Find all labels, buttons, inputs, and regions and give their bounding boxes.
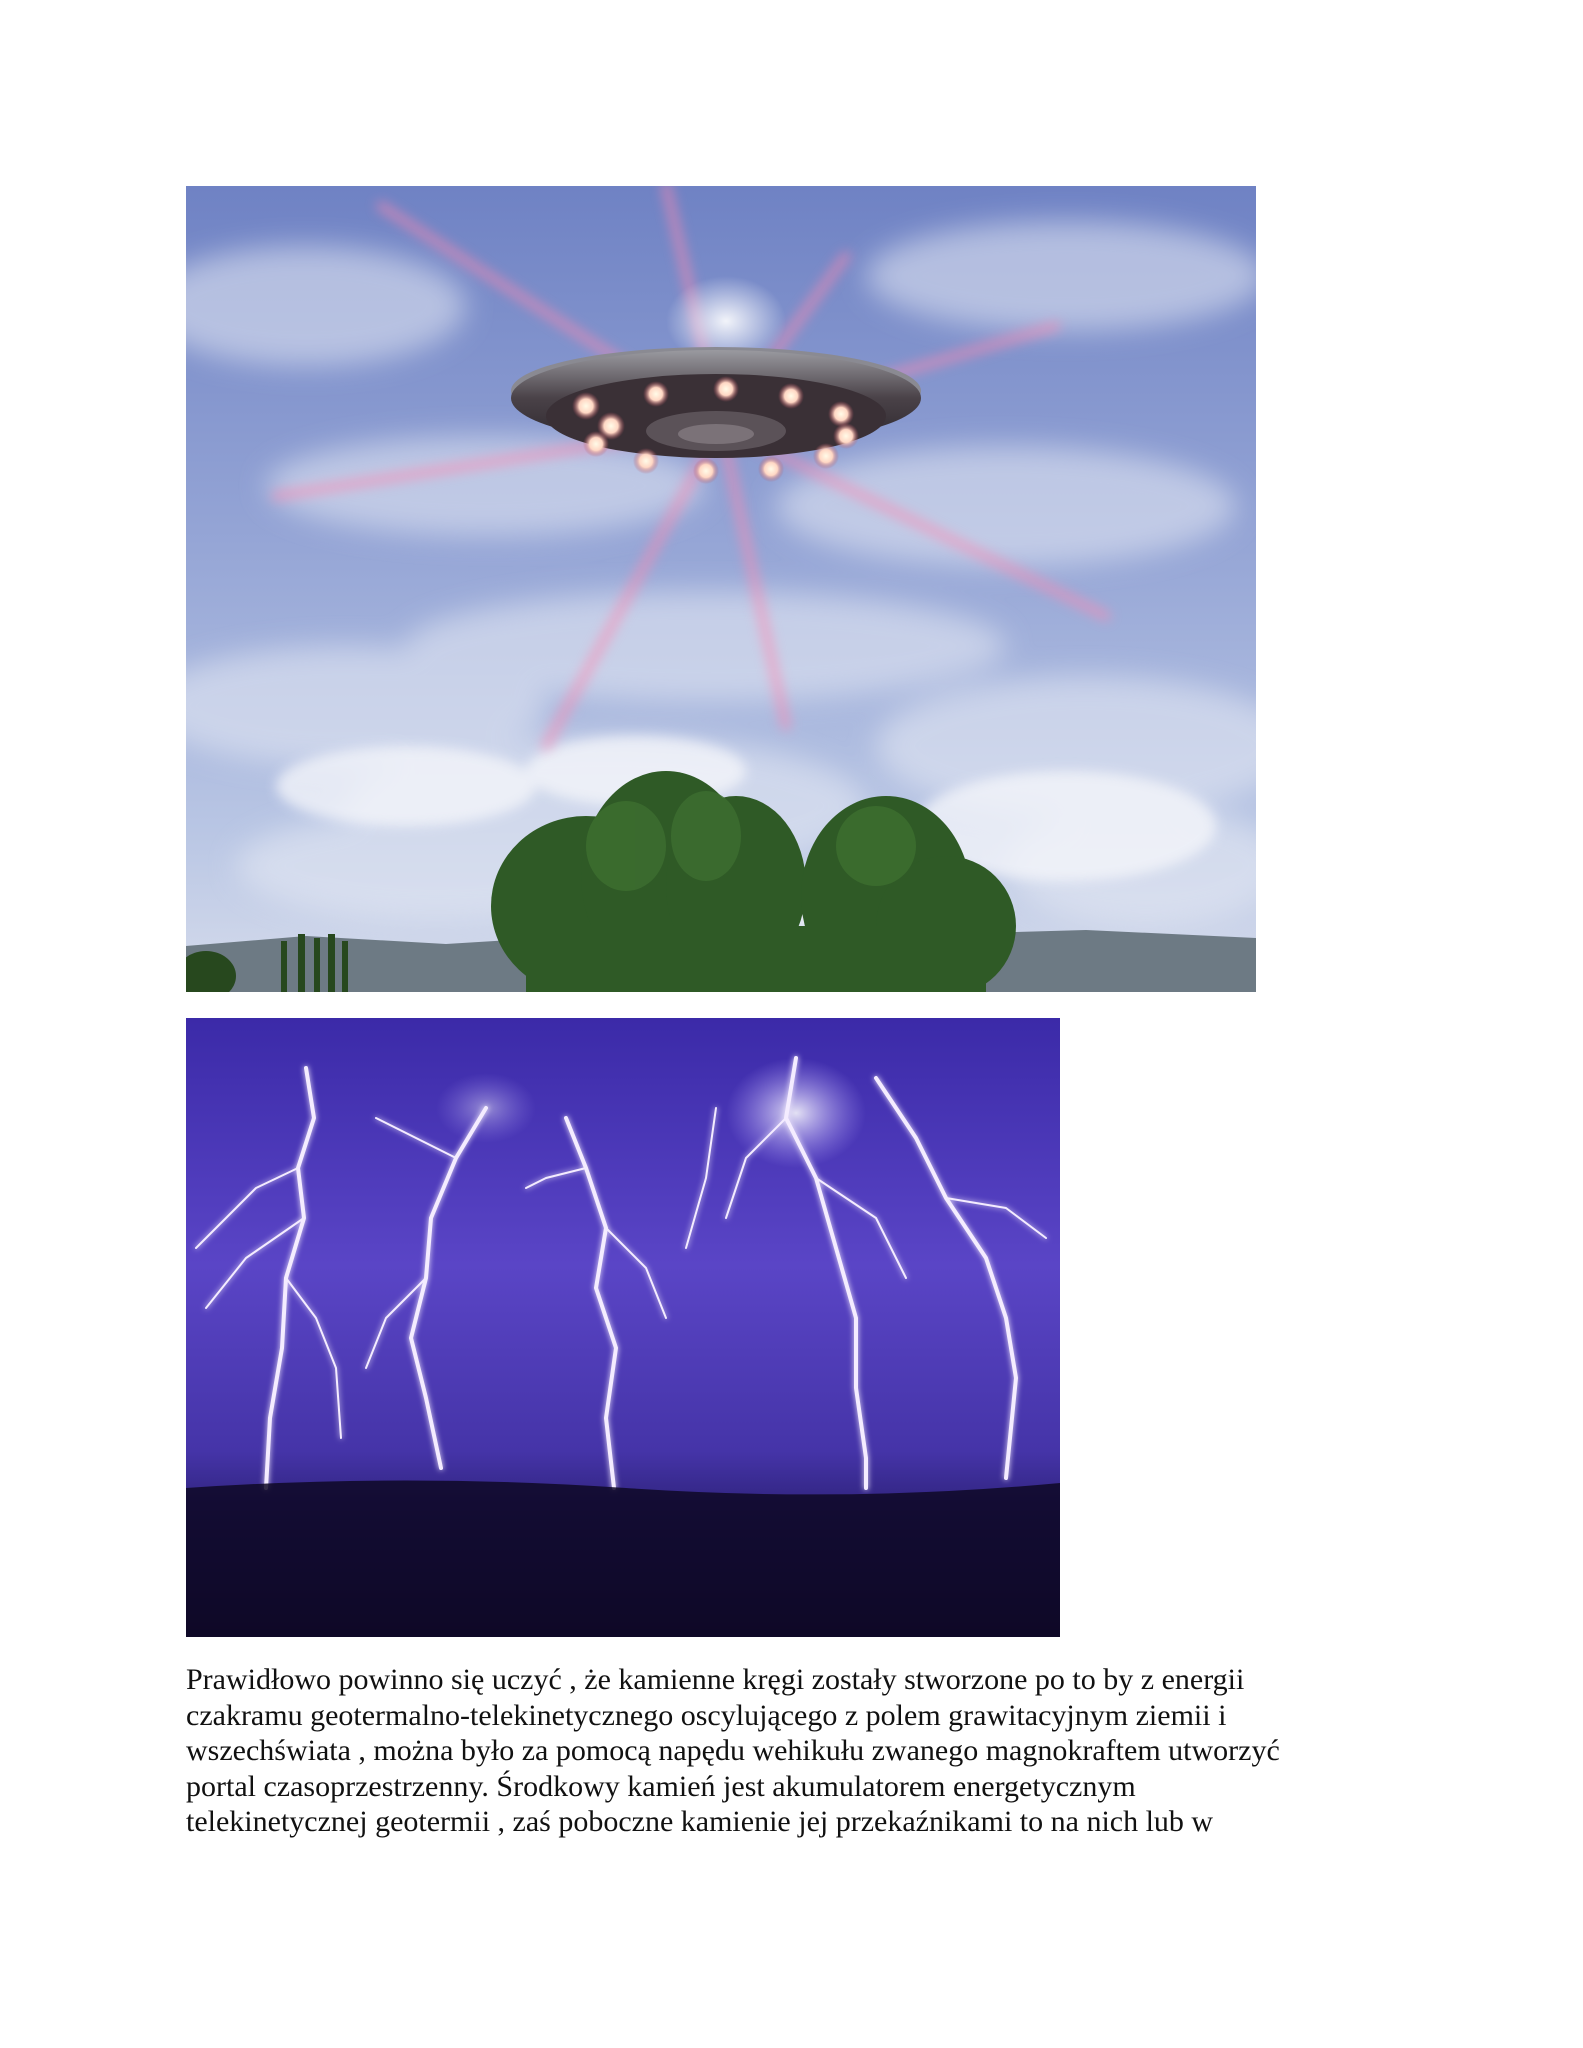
paragraph-line: telekinetycznej geotermii , zaś poboczne kamienie jej przekaźnikami to na nich lub w bbox=[186, 1805, 1214, 1838]
ufo-scene bbox=[186, 186, 1256, 992]
paragraph-line: portal czasoprzestrzenny. Środkowy kamień jest akumulatorem energetycznym bbox=[186, 1769, 1136, 1803]
paragraph-line: wszechświata , można było za pomocą napędu wehikułu zwanego magnokraftem utworzyć bbox=[186, 1734, 1280, 1767]
lightning-scene bbox=[186, 1018, 1060, 1637]
ufo-photo bbox=[186, 186, 1256, 992]
ground bbox=[186, 1481, 1060, 1638]
paragraph-line: Prawidłowo powinno się uczyć , że kamienne kręgi zostały stworzone po to by z energii bbox=[186, 1663, 1245, 1696]
body-paragraph bbox=[186, 1662, 1416, 1840]
lightning-photo bbox=[186, 1018, 1060, 1637]
paragraph-line: czakramu geotermalno-telekinetycznego oscylującego z polem grawitacyjnym ziemii i bbox=[186, 1698, 1227, 1732]
